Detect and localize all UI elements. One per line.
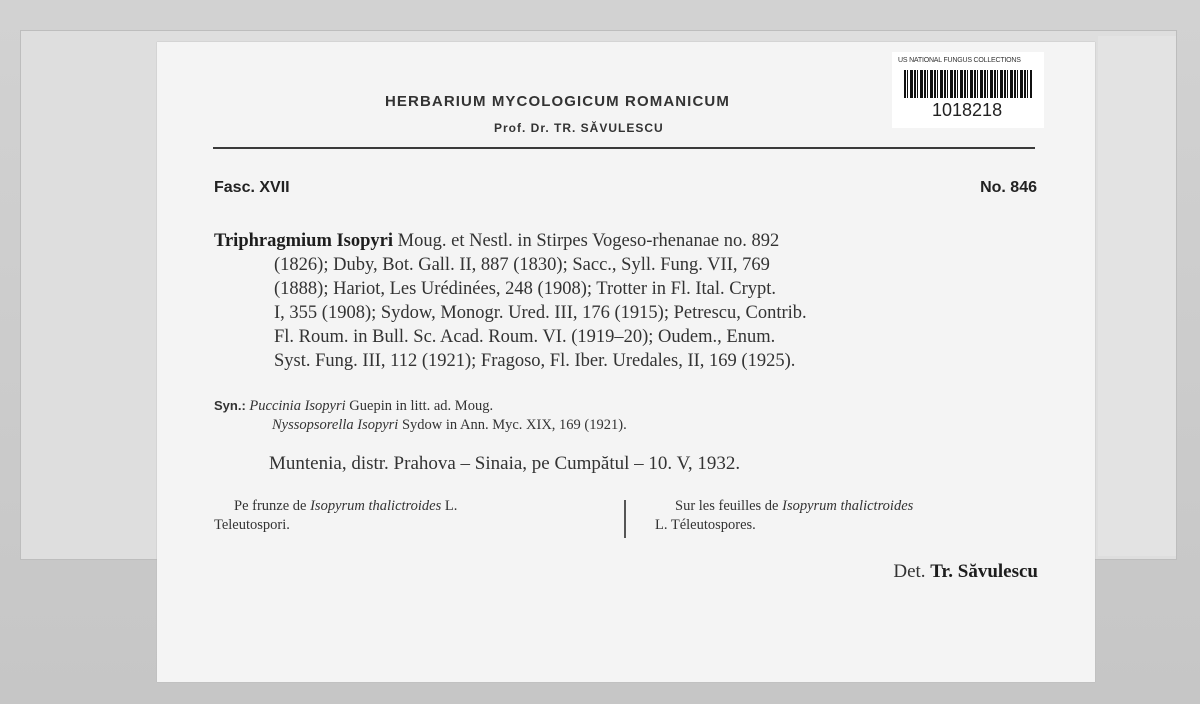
taxon-name: Triphragmium Isopyri <box>214 231 394 251</box>
barcode-label <box>892 52 1044 128</box>
host-name: Isopyrum thalictroides <box>782 498 914 514</box>
column-divider <box>624 500 626 538</box>
citation-line: (1888); Hariot, Les Urédinées, 248 (1908); Trotter in Fl. Ital. Crypt. <box>274 279 777 299</box>
host-name: Isopyrum thalictroides <box>310 498 442 514</box>
herbarium-title: HERBARIUM MYCOLOGICUM ROMANICUM <box>385 93 730 110</box>
determiner-name: Tr. Săvulescu <box>930 561 1038 582</box>
citation-line: Syst. Fung. III, 112 (1921); Fragoso, Fl. Iber. Uredales, II, 169 (1925). <box>274 351 796 371</box>
citation-line: I, 355 (1908); Sydow, Monogr. Ured. III, 176 (1915); Petrescu, Contrib. <box>274 303 807 323</box>
synonyms-block <box>214 396 1034 435</box>
synonym-name: Puccinia Isopyri <box>249 398 346 414</box>
barcode-caption: US NATIONAL FUNGUS COLLECTIONS <box>898 57 1021 64</box>
spore-stage: Teleutospori. <box>214 517 290 533</box>
synonym-line: Nyssopsorella Isopyri Sydow in Ann. Myc. XIX, 169 (1921). <box>272 417 627 433</box>
header-divider <box>213 147 1035 149</box>
barcode-number: 1018218 <box>932 100 1003 120</box>
synonyms-label: Syn.: <box>214 398 246 413</box>
herbarium-subtitle: Prof. Dr. TR. SĂVULESCU <box>494 121 664 135</box>
specimen-number: No. 846 <box>980 179 1037 196</box>
host-french: Sur les feuilles de Isopyrum thalictroides L. Téleutospores. <box>655 497 1055 535</box>
barcode-icon <box>904 70 1032 98</box>
synonym-line: Syn.: Puccinia Isopyri Guepin in litt. ad. Moug. <box>214 398 494 414</box>
fascicle: Fasc. XVII <box>214 179 290 196</box>
citation-line: Fl. Roum. in Bull. Sc. Acad. Roum. VI. (1919–20); Oudem., Enum. <box>274 327 776 347</box>
sheet-fold <box>1098 36 1176 556</box>
synonym-name: Nyssopsorella Isopyri <box>272 417 399 433</box>
citation-block <box>214 229 1040 373</box>
spore-stage: L. Téleutospores. <box>655 517 756 533</box>
citation-line: Triphragmium Isopyri Moug. et Nestl. in Stirpes Vogeso-rhenanae no. 892 <box>214 231 780 251</box>
host-romanian: Pe frunze de Isopyrum thalictroides L. Teleutospori. <box>214 497 614 535</box>
locality: Muntenia, distr. Prahova – Sinaia, pe Cumpătul – 10. V, 1932. <box>269 453 741 474</box>
determiner: Det. Tr. Săvulescu <box>893 561 1038 582</box>
citation-line: (1826); Duby, Bot. Gall. II, 887 (1830); Sacc., Syll. Fung. VII, 769 <box>274 255 770 275</box>
